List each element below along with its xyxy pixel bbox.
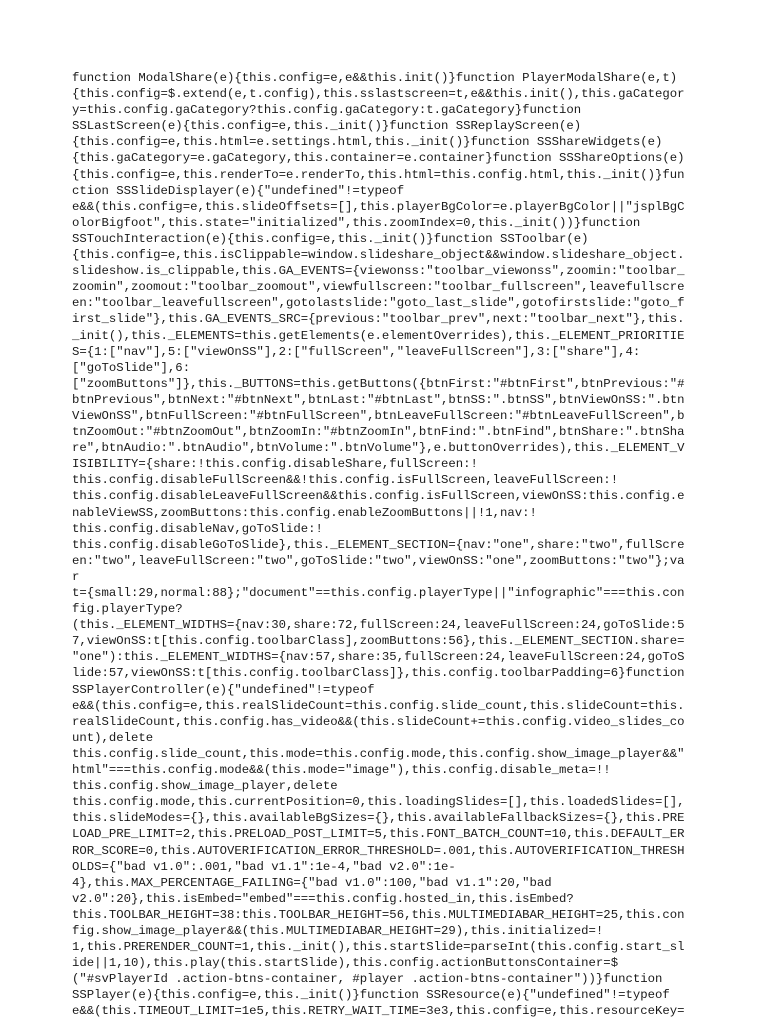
- code-line: this.config.disableGoToSlide},this._ELEMENT_SECTION={nav:"one",share:"two",fullScre: [72, 537, 685, 552]
- code-line: btnPrevious",btnNext:"#btnNext",btnLast:"#btnLast",btnSS:".btnSS",btnViewOnSS:".btn: [72, 392, 685, 407]
- code-line: ROR_SCORE=0,this.AUTOVERIFICATION_ERROR_THRESHOLD=.001,this.AUTOVERIFICATION_THRESH: [72, 843, 685, 858]
- code-line: unt),delete: [72, 730, 154, 745]
- code-line: OLDS={"bad v1.0":.001,"bad v1.1":1e-4,"bad v2.0":1e-: [72, 859, 456, 874]
- code-line: SSPlayer(e){this.config=e,this._init()}function SSResource(e){"undefined"!=typeof: [72, 988, 670, 1003]
- code-line: en:"two",leaveFullScreen:"two",goToSlide:"two",viewOnSS:"one",zoomButtons:"two"};va: [72, 553, 685, 568]
- code-line: this.config.show_image_player,delete: [72, 779, 338, 794]
- code-line: fig.show_image_player&&(this.MULTIMEDIABAR_HEIGHT=29),this.initialized=!: [72, 923, 604, 938]
- code-line: fig.playerType?: [72, 602, 183, 617]
- code-line: SSPlayerController(e){"undefined"!=typeof: [72, 682, 375, 697]
- code-line: re",btnAudio:".btnAudio",btnVolume:".btnVolume"},e.buttonOverrides),this._ELEMENT_V: [72, 441, 685, 456]
- code-line: {this.gaCategory=e.gaCategory,this.container=e.container}function SSShareOptions(e): [72, 151, 685, 166]
- code-line: 1,this.PRERENDER_COUNT=1,this._init(),this.startSlide=parseInt(this.config.start_sl: [72, 940, 685, 955]
- code-line: t={small:29,normal:88};"document"==this.config.playerType||"infographic"===this.con: [72, 586, 685, 600]
- code-line: e&&(this.config=e,this.realSlideCount=this.config.slide_count,this.slideCount=this.: [72, 698, 685, 713]
- code-line: v2.0":20},this.isEmbed="embed"===this.config.hosted_in,this.isEmbed?: [72, 891, 574, 906]
- code-line: {this.config=e,this.html=e.settings.html,this._init()}function SSShareWidgets(e): [72, 135, 663, 150]
- code-line: en:"toolbar_leavefullscreen",gotolastslide:"goto_last_slide",gotofirstslide:"goto_f: [72, 296, 685, 311]
- code-line: r: [72, 569, 80, 584]
- code-line: ViewOnSS",btnFullScreen:"#btnFullScreen",btnLeaveFullScreen:"#btnLeaveFullScreen",b: [72, 408, 685, 423]
- code-line: e&&(this.TIMEOUT_LIMIT=1e5,this.RETRY_WAIT_TIME=3e3,this.config=e,this.resourceKey=: [72, 1004, 685, 1019]
- code-line: SSTouchInteraction(e){this.config=e,this._init()}function SSToolbar(e): [72, 231, 589, 246]
- code-line: {this.config=e,this.renderTo=e.renderTo,this.html=this.config.html,this._init()}fun: [72, 167, 685, 182]
- code-line: SSLastScreen(e){this.config=e,this._init()}function SSReplayScreen(e): [72, 119, 582, 134]
- code-line: slideshow.is_clippable,this.GA_EVENTS={viewonss:"toolbar_viewonss",zoomin:"toolbar_: [72, 264, 685, 279]
- code-line: this.config.slide_count,this.mode=this.config.mode,this.config.show_image_player&&": [72, 746, 685, 761]
- code-line: function ModalShare(e){this.config=e,e&&this.init()}function PlayerModalShare(e,t): [72, 71, 678, 85]
- code-line: lide:57,viewOnSS:t[this.config.toolbarClass]},this.config.toolbarPadding=6}function: [72, 666, 685, 681]
- code-line: y=this.config.gaCategory?this.config.gaCategory:t.gaCategory}function: [72, 103, 582, 118]
- code-line: this.config.disableNav,goToSlide:!: [72, 521, 323, 536]
- code-line: 7,viewOnSS:t[this.config.toolbarClass],zoomButtons:56},this._ELEMENT_SECTION.share=: [72, 634, 685, 649]
- code-line: html"===this.config.mode&&(this.mode="image"),this.config.disable_meta=!!: [72, 763, 611, 778]
- code-line: ction SSSlideDisplayer(e){"undefined"!=typeof: [72, 183, 405, 198]
- code-text-block: [72, 70, 700, 1020]
- code-line: 4},this.MAX_PERCENTAGE_FAILING={"bad v1.0":100,"bad v1.1":20,"bad: [72, 875, 552, 890]
- code-line: LOAD_PRE_LIMIT=2,this.PRELOAD_POST_LIMIT=5,this.FONT_BATCH_COUNT=10,this.DEFAULT_ER: [72, 827, 685, 842]
- code-line: _init(),this._ELEMENTS=this.getElements(e.elementOverrides),this._ELEMENT_PRIORITIE: [72, 328, 685, 343]
- code-line: irst_slide"},this.GA_EVENTS_SRC={previous:"toolbar_prev",next:"toolbar_next"},this.: [72, 312, 685, 327]
- code-line: zoomin",zoomout:"toolbar_zoomout",viewfullscreen:"toolbar_fullscreen",leavefullscre: [72, 280, 685, 295]
- code-line: realSlideCount,this.config.has_video&&(this.slideCount+=this.config.video_slides_co: [72, 714, 685, 729]
- code-line: this.TOOLBAR_HEIGHT=38:this.TOOLBAR_HEIGHT=56,this.MULTIMEDIABAR_HEIGHT=25,this.con: [72, 907, 685, 922]
- code-line: nableViewSS,zoomButtons:this.config.enableZoomButtons||!1,nav:!: [72, 505, 537, 520]
- code-line: this.config.disableFullScreen&&!this.config.isFullScreen,leaveFullScreen:!: [72, 473, 619, 488]
- code-line: ISIBILITY={share:!this.config.disableShare,fullScreen:!: [72, 457, 478, 472]
- code-line: "one"):this._ELEMENT_WIDTHS={nav:57,share:35,fullScreen:24,leaveFullScreen:24,goToS: [72, 650, 685, 665]
- code-line: {this.config=e,this.isClippable=window.slideshare_object&&window.slideshare_object.: [72, 248, 685, 263]
- code-line: S={1:["nav"],5:["viewOnSS"],2:["fullScreen","leaveFullScreen"],3:["share"],4:: [72, 344, 641, 359]
- code-line: olorBigfoot",this.state="initialized",this.zoomIndex=0,this._init())}function: [72, 215, 641, 230]
- code-line: this.config.mode,this.currentPosition=0,this.loadingSlides=[],this.loadedSlides=[],: [72, 795, 685, 810]
- code-line: ["goToSlide"],6:: [72, 360, 191, 375]
- code-line: tnZoomOut:"#btnZoomOut",btnZoomIn:"#btnZoomIn",btnFind:".btnFind",btnShare:".btnSha: [72, 425, 685, 440]
- code-line: (this._ELEMENT_WIDTHS={nav:30,share:72,fullScreen:24,leaveFullScreen:24,goToSlide:5: [72, 618, 685, 633]
- code-line: this.config.disableLeaveFullScreen&&this.config.isFullScreen,viewOnSS:this.config.e: [72, 489, 685, 504]
- code-line: ide||1,10),this.play(this.startSlide),this.config.actionButtonsContainer=$: [72, 956, 619, 971]
- code-line: {this.config=$.extend(e,t.config),this.sslastscreen=t,e&&this.init(),this.gaCategor: [72, 87, 685, 102]
- code-line: ["zoomButtons"]},this._BUTTONS=this.getButtons({btnFirst:"#btnFirst",btnPrevious:"#: [72, 376, 685, 391]
- code-line: this.slideModes={},this.availableBgSizes={},this.availableFallbackSizes={},this.PRE: [72, 811, 685, 826]
- code-line: ("#svPlayerId .action-btns-container, #player .action-btns-container"))}function: [72, 972, 663, 987]
- code-line: e&&(this.config=e,this.slideOffsets=[],this.playerBgColor=e.playerBgColor||"jsplBgC: [72, 199, 685, 214]
